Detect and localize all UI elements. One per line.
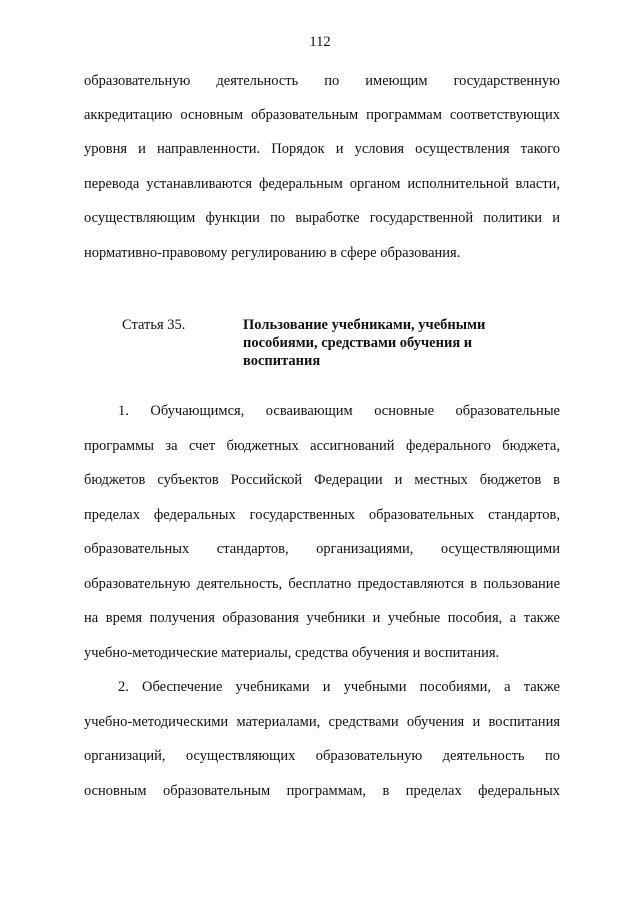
article-title-line: воспитания [243, 353, 321, 369]
article-title-line: пособиями, средствами обучения и [243, 335, 473, 351]
text-line: 1. Обучающимся, осваивающим основные образовательные [118, 403, 560, 419]
text-line: учебно-методическими материалами, средствами обучения и воспитания [84, 714, 560, 730]
article-label: Статья 35. [122, 317, 186, 333]
text-line: пределах федеральных государственных образовательных стандартов, [84, 507, 560, 523]
text-line: основным образовательным программам, в пределах федеральных [84, 783, 560, 799]
text-line: уровня и направленности. Порядок и условия осуществления такого [84, 141, 560, 157]
text-line: нормативно-правовому регулированию в сфере образования. [84, 245, 461, 261]
text-line: образовательную деятельность, бесплатно предоставляются в пользование [84, 576, 560, 592]
text-line: организаций, осуществляющих образовательную деятельность по [84, 748, 560, 764]
text-line: перевода устанавливаются федеральным органом исполнительной власти, [84, 176, 560, 192]
page-number: 112 [309, 34, 331, 50]
text-line: бюджетов субъектов Российской Федерации и местных бюджетов в [84, 472, 560, 488]
text-line: образовательную деятельность по имеющим государственную [84, 73, 560, 89]
text-line: учебно-методические материалы, средства обучения и воспитания. [84, 645, 500, 661]
article-title [243, 316, 543, 370]
text-line: программы за счет бюджетных ассигнований федерального бюджета, [84, 438, 560, 454]
text-line: аккредитацию основным образовательным программам соответствующих [84, 107, 560, 123]
text-line: 2. Обеспечение учебниками и учебными пособиями, а также [118, 679, 560, 695]
article-title-line: Пользование учебниками, учебными [243, 317, 486, 333]
text-line: на время получения образования учебники и учебные пособия, а также [84, 610, 560, 626]
text-line: осуществляющим функции по выработке государственной политики и [84, 210, 560, 226]
text-line: образовательных стандартов, организациями, осуществляющими [84, 541, 560, 557]
